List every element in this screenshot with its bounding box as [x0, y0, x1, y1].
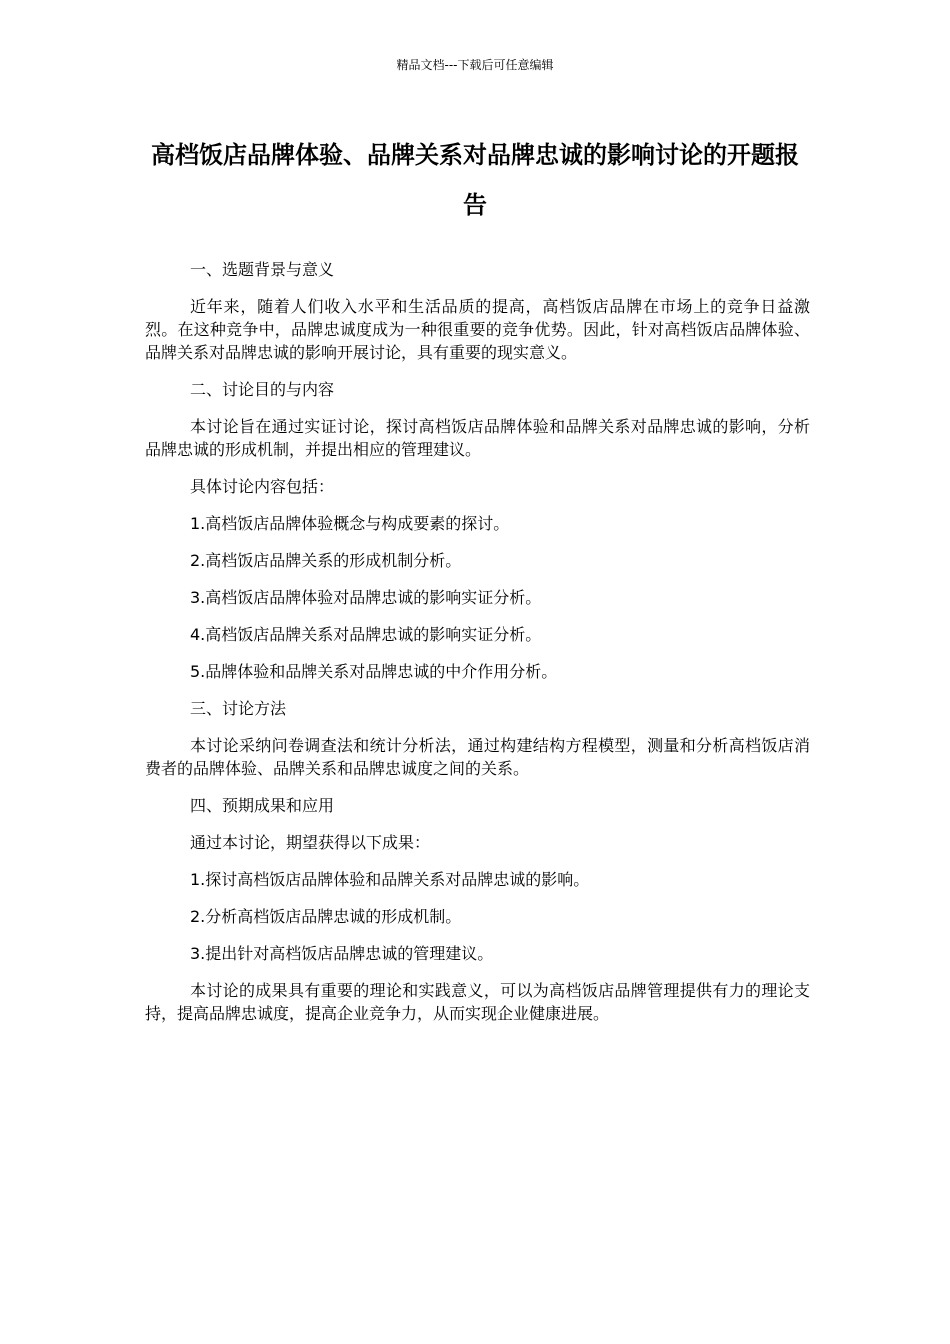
list-item: 5.品牌体验和品牌关系对品牌忠诚的中介作用分析。 [190, 662, 558, 681]
list-item: 3.高档饭店品牌体验对品牌忠诚的影响实证分析。 [190, 588, 542, 607]
list-item: 4.高档饭店品牌关系对品牌忠诚的影响实证分析。 [190, 625, 542, 644]
list-intro-content: 具体讨论内容包括： [190, 477, 335, 496]
list-item: 3.提出针对高档饭店品牌忠诚的管理建议。 [190, 944, 494, 963]
list-item: 1.探讨高档饭店品牌体验和品牌关系对品牌忠诚的影响。 [190, 870, 590, 889]
list-item: 1.高档饭店品牌体验概念与构成要素的探讨。 [190, 514, 510, 533]
paragraph-methods: 本讨论采纳问卷调查法和统计分析法，通过构建结构方程模型，测量和分析高档饭店消费者的品牌体验、品牌关系和品牌忠诚度之间的关系。 [145, 736, 810, 778]
paragraph-background: 近年来，随着人们收入水平和生活品质的提高，高档饭店品牌在市场上的竞争日益激烈。在这种竞争中，品牌忠诚度成为一种很重要的竞争优势。因此，针对高档饭店品牌体验、品牌关系对品牌忠诚的影响开展讨论，具有重要的现实意义。 [145, 297, 810, 362]
document-title: 高档饭店品牌体验、品牌关系对品牌忠诚的影响讨论的开题报告 [151, 141, 799, 219]
section-heading-background: 一、选题背景与意义 [190, 260, 335, 279]
section-heading-purpose: 二、讨论目的与内容 [190, 380, 335, 399]
list-item: 2.高档饭店品牌关系的形成机制分析。 [190, 551, 462, 570]
list-intro-outcomes: 通过本讨论，期望获得以下成果： [190, 833, 431, 852]
document-body [145, 258, 810, 1039]
section-heading-outcomes: 四、预期成果和应用 [190, 796, 335, 815]
header-note: 精品文档---下载后可任意编辑 [396, 58, 554, 72]
list-item: 2.分析高档饭店品牌忠诚的形成机制。 [190, 907, 462, 926]
paragraph-closing: 本讨论的成果具有重要的理论和实践意义，可以为高档饭店品牌管理提供有力的理论支持，提高品牌忠诚度，提高企业竞争力，从而实现企业健康进展。 [145, 981, 810, 1023]
paragraph-purpose: 本讨论旨在通过实证讨论，探讨高档饭店品牌体验和品牌关系对品牌忠诚的影响，分析品牌忠诚的形成机制，并提出相应的管理建议。 [145, 417, 810, 459]
section-heading-methods: 三、讨论方法 [190, 699, 287, 718]
